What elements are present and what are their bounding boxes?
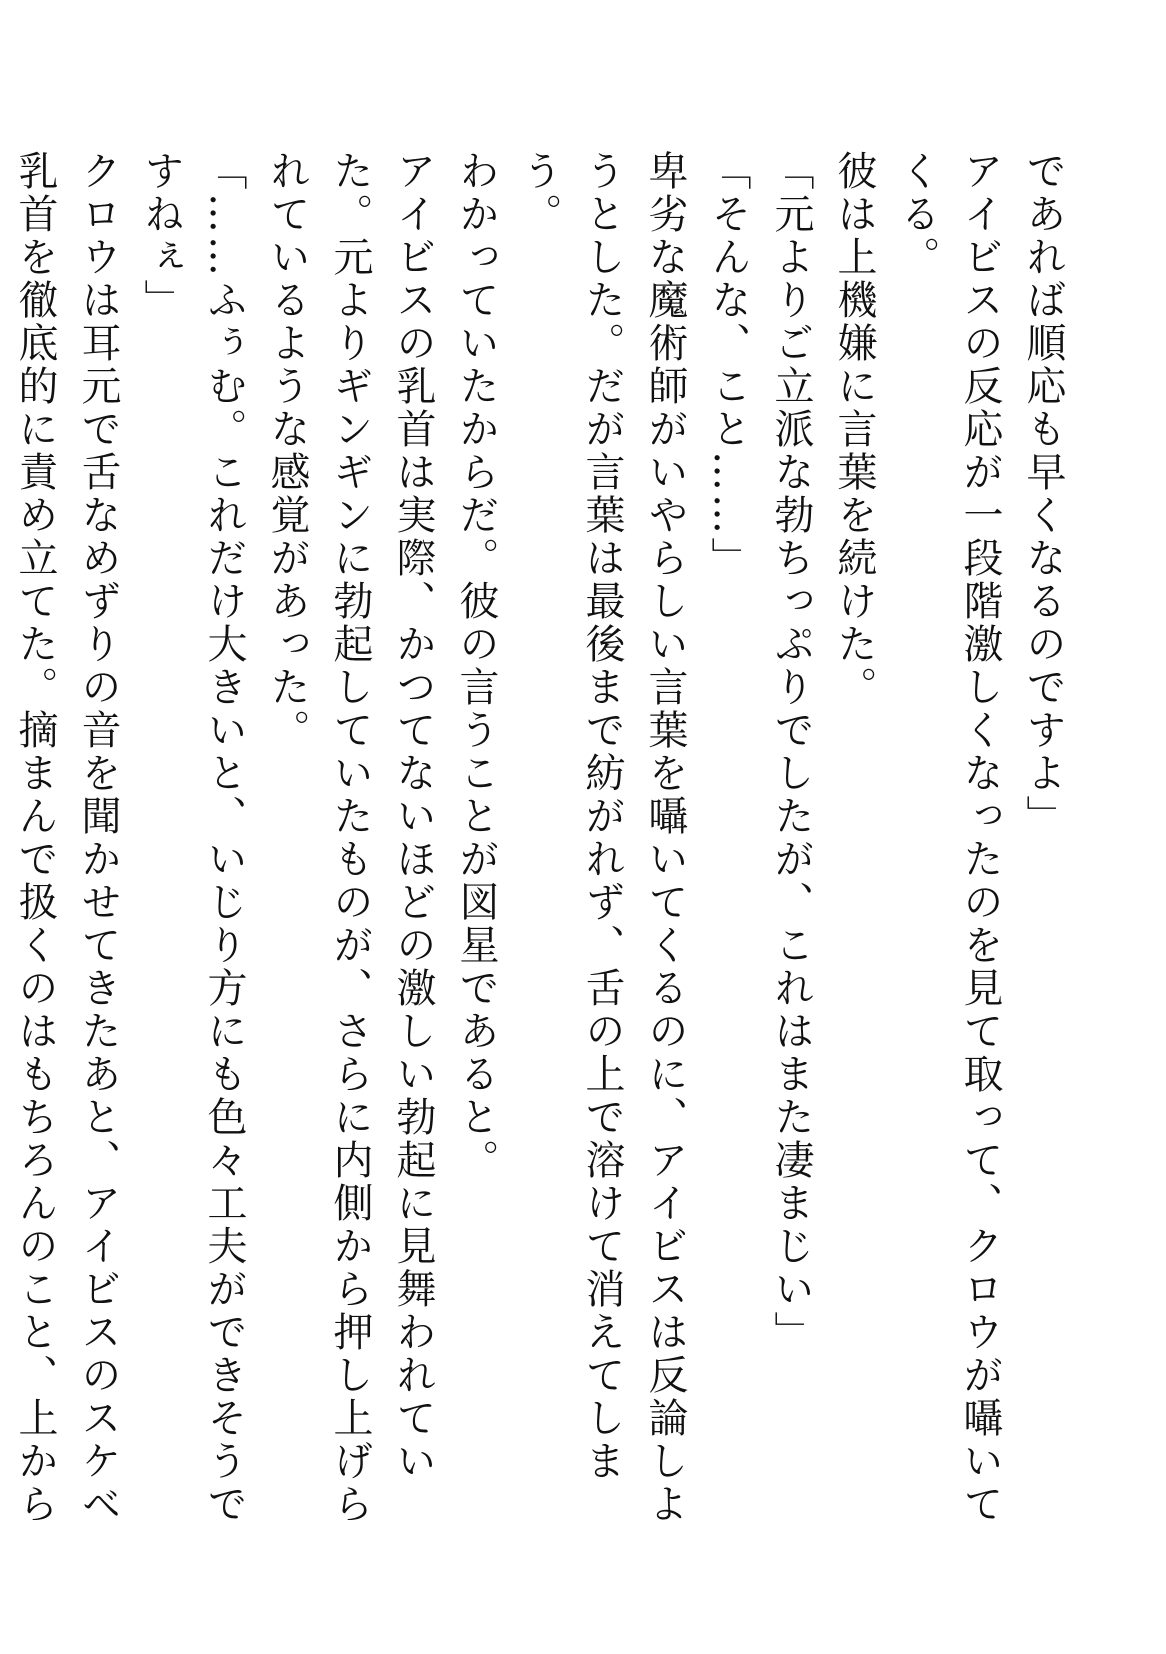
paragraph-1: であれば順応も早くなるのですよ」 xyxy=(1020,150,1066,838)
vertical-text-block xyxy=(0,150,1074,1550)
paragraph-7: わかっていたからだ。彼の言うことが図星であると。 xyxy=(453,150,499,1182)
paragraph-4: 「元よりご立派な勃ちっぷりでしたが、これはまた凄まじい」 xyxy=(768,150,814,1354)
paragraph-2: アイビスの反応が一段階激しくなったのを見て取って、クロウが囁いてくる。 xyxy=(894,150,1003,1526)
paragraph-5: 「そんな、こと……」 xyxy=(705,150,751,580)
paragraph-9: 「……ふぅむ。これだけ大きいと、いじり方にも色々工夫ができそうですねぇ」 xyxy=(138,150,247,1526)
paragraph-8: アイビスの乳首は実際、かつてないほどの激しい勃起に見舞われていた。元よりギンギンに勃起していたものが、さらに内側から押し上げられているような感覚があった。 xyxy=(264,150,436,1526)
paragraph-3: 彼は上機嫌に言葉を続けた。 xyxy=(831,150,877,709)
paragraph-10: クロウは耳元で舌なめずりの音を聞かせてきたあと、アイビスのスケベ乳首を徹底的に責め立てた。摘まんで扱くのはもちろんのこと、上から xyxy=(12,150,121,1526)
paragraph-6: 卑劣な魔術師がいやらしい言葉を囁いてくるのに、アイビスは反論しようとした。だが言葉は最後まで紡がれず、舌の上で溶けて消えてしまう。 xyxy=(516,150,688,1526)
